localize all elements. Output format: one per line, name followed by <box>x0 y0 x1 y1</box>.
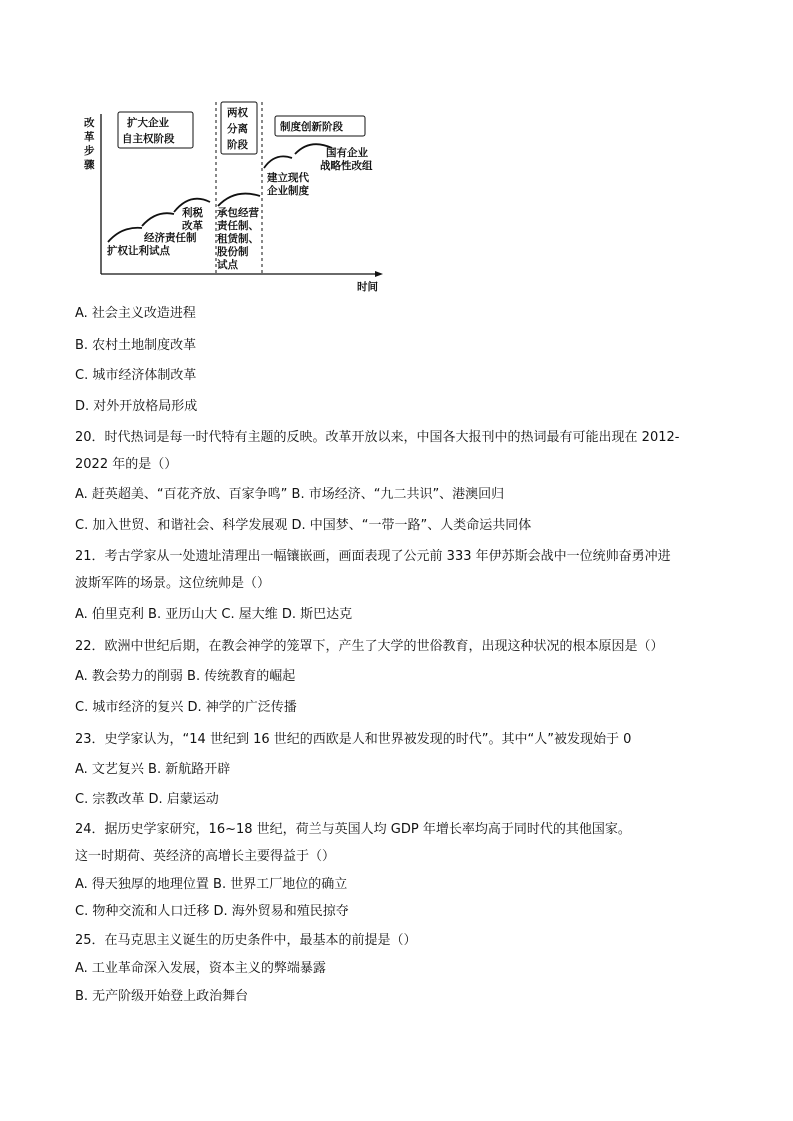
phase1-line2: 自主权阶段 <box>122 133 175 145</box>
reform-stages-diagram <box>70 92 400 302</box>
q19-option-c: C. 城市经济体制改革 <box>75 368 197 383</box>
phase3-label: 制度创新阶段 <box>280 121 343 133</box>
phase2-line1: 两权 <box>227 107 248 119</box>
q19-option-a: A. 社会主义改造进程 <box>75 306 196 321</box>
q22-stem: 22．欧洲中世纪后期，在教会神学的笼罩下，产生了大学的世俗教育，出现这种状况的根本原因是（） <box>75 639 664 654</box>
step-curve-2 <box>142 213 174 226</box>
q22-options-cd: C. 城市经济的复兴 D. 神学的广泛传播 <box>75 700 297 715</box>
q20-options-ab: A. 赶英超美、“百花齐放、百家争鸣” B. 市场经济、“九二共识”、港澳回归 <box>75 487 505 502</box>
q19-option-d: D. 对外开放格局形成 <box>75 399 198 414</box>
q23-options-ab: A. 文艺复兴 B. 新航路开辟 <box>75 762 231 777</box>
q20-stem-line1: 20．时代热词是每一时代特有主题的反映。改革开放以来，中国各大报刊中的热词最有可能出现在 2012- <box>75 430 680 445</box>
phase2-line3: 阶段 <box>227 139 248 151</box>
q20-options-cd: C. 加入世贸、和谐社会、科学发展观 D. 中国梦、“一带一路”、人类命运共同体 <box>75 518 532 533</box>
q25-stem: 25．在马克思主义诞生的历史条件中，最基本的前提是（） <box>75 933 417 948</box>
y-axis-label-4: 骤 <box>84 159 95 171</box>
x-axis-label: 时间 <box>357 281 378 293</box>
q23-options-cd: C. 宗教改革 D. 启蒙运动 <box>75 792 219 807</box>
step-label-4d: 股份制 <box>217 246 249 258</box>
step-label-6a: 国有企业 <box>326 147 368 159</box>
q21-options: A. 伯里克利 B. 亚历山大 C. 屋大维 D. 斯巴达克 <box>75 607 353 622</box>
step-label-4b: 责任制、 <box>217 220 259 232</box>
step-label-6b: 战略性改组 <box>320 160 373 172</box>
step-label-3b: 改革 <box>182 220 203 232</box>
q24-stem-line2: 这一时期荷、英经济的高增长主要得益于（） <box>75 849 336 864</box>
step-label-4a: 承包经营 <box>217 207 259 219</box>
y-axis-label-1: 改 <box>84 117 95 129</box>
step-label-5b: 企业制度 <box>267 185 309 197</box>
q21-stem-line1: 21．考古学家从一处遗址清理出一幅镶嵌画，画面表现了公元前 333 年伊苏斯会战中一位统帅奋勇冲进 <box>75 549 671 564</box>
phase1-line1: 扩大企业 <box>127 117 169 129</box>
step-curve-5 <box>264 156 292 168</box>
step-curve-4 <box>218 194 260 206</box>
q25-option-a: A. 工业革命深入发展，资本主义的弊端暴露 <box>75 961 326 976</box>
phase2-line2: 分离 <box>227 123 248 135</box>
step-label-1: 扩权让利试点 <box>107 245 170 257</box>
y-axis-label-3: 步 <box>84 145 95 157</box>
step-label-4e: 试点 <box>217 259 238 271</box>
step-curve-1 <box>108 228 142 242</box>
step-label-3a: 利税 <box>182 207 203 219</box>
step-label-2: 经济责任制 <box>144 232 197 244</box>
q19-option-b: B. 农村土地制度改革 <box>75 338 197 353</box>
y-axis-label-2: 革 <box>84 131 95 143</box>
q24-stem-line1: 24．据历史学家研究，16~18 世纪，荷兰与英国人均 GDP 年增长率均高于同时代的其他国家。 <box>75 822 631 837</box>
x-axis-arrow <box>375 271 383 277</box>
q21-stem-line2: 波斯军阵的场景。这位统帅是（） <box>75 576 271 591</box>
q23-stem: 23．史学家认为，“14 世纪到 16 世纪的西欧是人和世界被发现的时代”。其中“人”被发现始于 0 <box>75 732 632 747</box>
step-label-5a: 建立现代 <box>267 172 309 184</box>
q24-options-cd: C. 物种交流和人口迁移 D. 海外贸易和殖民掠夺 <box>75 904 349 919</box>
q24-options-ab: A. 得天独厚的地理位置 B. 世界工厂地位的确立 <box>75 877 348 892</box>
diagram-canvas <box>70 92 400 302</box>
q22-options-ab: A. 教会势力的削弱 B. 传统教育的崛起 <box>75 669 296 684</box>
step-label-4c: 租赁制、 <box>217 233 259 245</box>
q20-stem-line2: 2022 年的是（） <box>75 457 178 472</box>
q25-option-b: B. 无产阶级开始登上政治舞台 <box>75 989 249 1004</box>
